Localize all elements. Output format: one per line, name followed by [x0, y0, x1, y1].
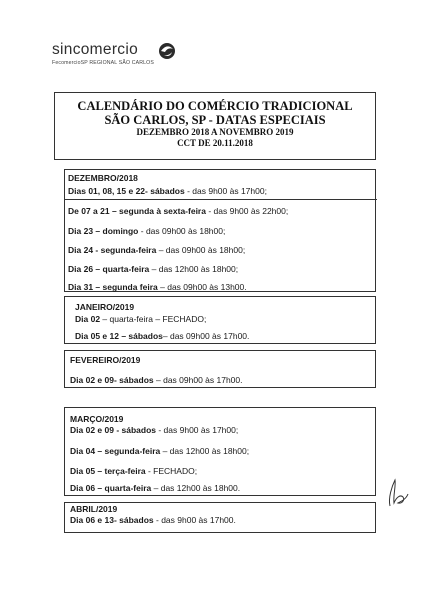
title-line-1: CALENDÁRIO DO COMÉRCIO TRADICIONAL — [77, 99, 353, 113]
hours-text: – das 09h00 às 13h00. — [157, 282, 247, 292]
date-label: De 07 a 21 — [68, 206, 110, 216]
date-label: Dias 01, 08, 15 e 22 — [68, 186, 146, 196]
logo-subtitle: FecomercioSP REGIONAL SÃO CARLOS — [52, 60, 154, 66]
list-item — [70, 515, 236, 525]
hours-text: – das 12h00 às 18h00; — [160, 446, 250, 456]
weekday-label: – quarta-feira — [95, 483, 152, 493]
hours-text: - das 9h00 às 17h00; — [184, 186, 267, 196]
section-heading: JANEIRO/2019 — [75, 302, 135, 312]
weekday-label: – quarta-feira — [93, 264, 150, 274]
list-item — [68, 226, 225, 236]
date-label: Dia 04 — [70, 446, 96, 456]
section-abril — [64, 502, 376, 533]
list-item — [68, 264, 238, 274]
title-line-4: CCT DE 20.11.2018 — [177, 138, 253, 148]
list-item — [68, 245, 245, 255]
divider — [65, 199, 377, 200]
section-fevereiro — [64, 350, 376, 388]
weekday-label: - sábados — [113, 375, 154, 385]
weekday-label: – segunda-feira — [95, 446, 161, 456]
date-label: Dia 05 e 12 — [75, 331, 119, 341]
date-label: Dia 02 — [75, 314, 101, 324]
sincomercio-logo — [52, 41, 192, 71]
hours-text: - das 09h00 às 18h00; — [138, 226, 226, 236]
title-line-2: SÃO CARLOS, SP - DATAS ESPECIAIS — [104, 113, 326, 127]
section-janeiro — [64, 296, 376, 344]
handwritten-initial-signature — [386, 476, 410, 510]
weekday-label: – segunda feira — [93, 282, 158, 292]
list-item — [68, 186, 267, 196]
list-item — [75, 314, 206, 324]
list-item — [70, 425, 238, 435]
list-item — [68, 206, 288, 216]
section-dezembro — [64, 169, 376, 292]
section-marco — [64, 407, 376, 496]
weekday-label: – sábados — [118, 331, 163, 341]
hours-text: – das 09h00 às 17h00. — [153, 375, 243, 385]
weekday-label: - segunda-feira — [93, 245, 157, 255]
date-label: Dia 05 — [70, 466, 96, 476]
hours-text: – das 09h00 às 18h00; — [156, 245, 246, 255]
date-label: Dia 31 — [68, 282, 94, 292]
section-heading: ABRIL/2019 — [70, 504, 118, 514]
section-heading: FEVEREIRO/2019 — [70, 355, 141, 365]
list-item — [70, 375, 243, 385]
weekday-label: - sábados — [113, 515, 154, 525]
hours-text: – quarta-feira – FECHADO; — [100, 314, 207, 324]
date-label: Dia 26 — [68, 264, 94, 274]
section-heading: DEZEMBRO/2018 — [68, 173, 138, 183]
hours-text: – das 12h00 às 18h00; — [149, 264, 239, 274]
date-label: Dia 06 e 13 — [70, 515, 114, 525]
list-item — [70, 466, 197, 476]
hours-text: – das 12h00 às 18h00. — [151, 483, 241, 493]
list-item — [70, 446, 249, 456]
weekday-label: – terça-feira — [95, 466, 146, 476]
date-label: Dia 02 e 09 — [70, 375, 114, 385]
list-item — [75, 331, 249, 341]
list-item — [68, 282, 247, 292]
date-label: Dia 24 — [68, 245, 94, 255]
logo-emblem-icon — [156, 41, 178, 61]
weekday-label: – segunda à sexta-feira — [109, 206, 206, 216]
date-label: Dia 23 — [68, 226, 94, 236]
hours-text: - das 9h00 às 17h00. — [153, 515, 236, 525]
weekday-label: – domingo — [93, 226, 139, 236]
hours-text: - das 9h00 às 22h00; — [205, 206, 289, 216]
list-item — [70, 483, 240, 493]
weekday-label: - sábados — [113, 425, 156, 435]
weekday-label: - sábados — [145, 186, 185, 196]
document-title-box — [54, 92, 376, 160]
logo-name: sincomercio — [52, 41, 138, 58]
title-line-3: DEZEMBRO 2018 A NOVEMBRO 2019 — [136, 127, 294, 137]
date-label: Dia 06 — [70, 483, 96, 493]
hours-text: - das 9h00 às 17h00; — [156, 425, 239, 435]
date-label: Dia 02 e 09 — [70, 425, 114, 435]
hours-text: - FECHADO; — [145, 466, 198, 476]
hours-text: – das 09h00 às 17h00. — [162, 331, 250, 341]
section-heading: MARÇO/2019 — [70, 414, 124, 424]
